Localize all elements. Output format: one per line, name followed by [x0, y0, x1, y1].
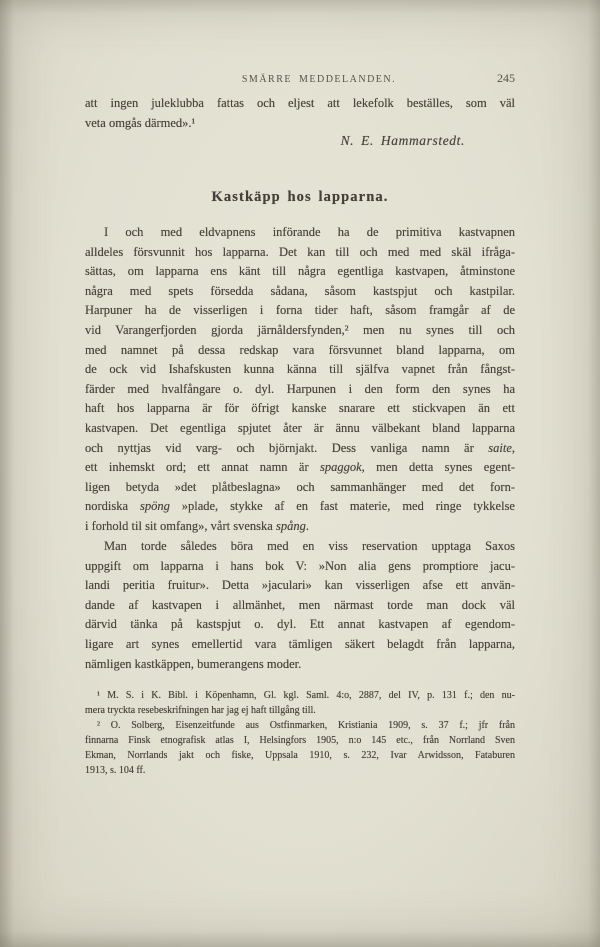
text-line	[85, 301, 515, 321]
running-header	[85, 71, 515, 86]
text-segment: vid Varangerfjorden gjorda järnåldersfynden,² men nu synes till och	[85, 322, 515, 337]
intro-paragraph	[85, 94, 515, 133]
text-line	[85, 733, 515, 748]
text-line	[85, 763, 515, 778]
text-line	[85, 399, 515, 419]
text-segment: haft hos lapparna är för öfrigt kanske snarare ett stickvapen än ett	[85, 401, 515, 416]
text-segment: alldeles försvunnit hos lapparna. Det kan till och med med skäl ifråga-	[85, 244, 515, 259]
text-segment: »plade, stykke af en fast materie, med ringe tykkelse	[169, 499, 515, 514]
text-segment: nordiska	[85, 499, 140, 514]
text-line	[85, 688, 515, 703]
text-segment: ligen betyda »det plåtbeslagna» och sammanhänger med det forn-	[85, 479, 515, 494]
text-segment: i forhold til sit omfang», vårt svenska	[85, 518, 276, 533]
text-segment: och nyttjas vid varg- och björnjakt. Dess vanliga namn är	[85, 440, 489, 455]
text-segment: ¹ M. S. i K. Bibl. i Köpenhamn, Gl. kgl. Saml. 4:o, 2887, del IV, p. 131 f.; den nu-	[97, 690, 515, 701]
text-segment: landi peritia fruitur». Detta »jaculari» kan visserligen afse ett använ-	[85, 578, 515, 593]
text-line	[85, 223, 515, 243]
text-line	[85, 262, 515, 282]
text-line	[85, 718, 515, 733]
text-segment: därvid tänka på kastspjut o. dyl. Ett annat kastvapen af egendom-	[85, 617, 515, 632]
text-segment: ² O. Solberg, Eisenzeitfunde aus Ostfinmarken, Kristiania 1909, s. 37 f.; jfr från	[97, 720, 515, 731]
page-number: 245	[497, 71, 515, 85]
text-line	[85, 497, 515, 517]
text-segment: färder med hvalfångare o. dyl. Harpunen i den form den synes ha	[85, 381, 515, 396]
running-header-title: SMÄRRE MEDDELANDEN.	[241, 74, 397, 85]
text-segment: spöng	[139, 499, 170, 514]
text-segment: ett inhemskt ord; ett annat namn är	[85, 460, 320, 475]
text-line	[85, 576, 515, 596]
text-line	[85, 615, 515, 635]
text-line	[85, 703, 515, 718]
text-line	[85, 748, 515, 763]
text-segment: ,	[511, 440, 515, 455]
text-line	[85, 321, 515, 341]
text-line	[85, 478, 515, 498]
footnote-block	[85, 688, 515, 778]
text-segment: .	[305, 518, 309, 533]
text-segment: mera tryckta resebeskrifningen har jag ej haft tillgång till.	[85, 705, 316, 716]
text-segment: uppgift om lapparna i hans bok V: »Non alia gens promptiore jacu-	[85, 558, 515, 573]
text-segment: kastvapen. Det egentliga spjutet åter är ännu välbekant bland lapparna	[85, 420, 515, 435]
text-segment: saite	[488, 440, 512, 455]
article-title: Kastkäpp hos lapparna.	[211, 189, 389, 205]
text-segment: Man torde således böra med en viss reservation upptaga Saxos	[104, 539, 515, 553]
text-segment: ligare art synes emellertid vara tämligen säkert belagdt från lapparna,	[85, 636, 515, 651]
text-segment: några med spets försedda sådana, såsom kastspjut och kastpilar.	[85, 283, 515, 298]
text-line	[85, 655, 515, 675]
text-line	[85, 360, 515, 380]
text-line	[85, 380, 515, 400]
text-line	[85, 243, 515, 263]
text-segment: I och med eldvapnens införande ha de primitiva kastvapnen	[104, 225, 515, 239]
text-line	[85, 537, 515, 557]
text-segment: finnarna Finsk etnografisk atlas I, Helsingfors 1905, n:o 145 etc., från Norrland Sven	[85, 735, 515, 746]
text-segment: med namnet på dessa redskap vara försvunnet bland lapparna, om	[85, 342, 515, 357]
text-segment: dande af kastvapen i allmänhet, men närmast torde man dock väl	[85, 597, 515, 612]
text-line	[85, 419, 515, 439]
text-segment: Ekman, Norrlands jakt och fiske, Uppsala 1910, s. 232, Ivar Arwidsson, Fataburen	[85, 750, 515, 761]
text-line	[85, 517, 515, 537]
text-segment: nämligen kastkäppen, bumerangens moder.	[85, 656, 302, 671]
text-line	[85, 596, 515, 616]
article-paragraph-2	[85, 537, 515, 674]
text-line	[85, 557, 515, 577]
text-segment: att ingen juleklubba fattas och eljest att lekefolk beställes, som väl	[85, 96, 515, 110]
text-segment: 1913, s. 104 ff.	[85, 765, 146, 776]
text-line	[85, 282, 515, 302]
article-paragraph-1	[85, 223, 515, 537]
author-signature: N. E. Hammarstedt.	[340, 133, 465, 148]
text-segment: spaggok	[319, 460, 362, 475]
text-segment: de ock vid Ishafskusten kunna känna till själfva vapnet från fångst-	[85, 362, 515, 377]
text-line	[85, 635, 515, 655]
text-segment: Harpuner ha de visserligen i forna tider haft, såsom framgår af de	[85, 303, 515, 318]
text-line	[85, 114, 515, 134]
text-line	[85, 458, 515, 478]
text-line	[85, 439, 515, 459]
text-segment: spång	[275, 518, 306, 533]
text-segment: , men detta synes egent-	[361, 460, 515, 475]
text-line	[85, 341, 515, 361]
text-line	[85, 94, 515, 114]
text-segment: sättas, om lapparna ens känt till några egentliga kastvapen, åtminstone	[85, 264, 515, 279]
text-segment: veta omgås därmed».¹	[85, 115, 196, 130]
